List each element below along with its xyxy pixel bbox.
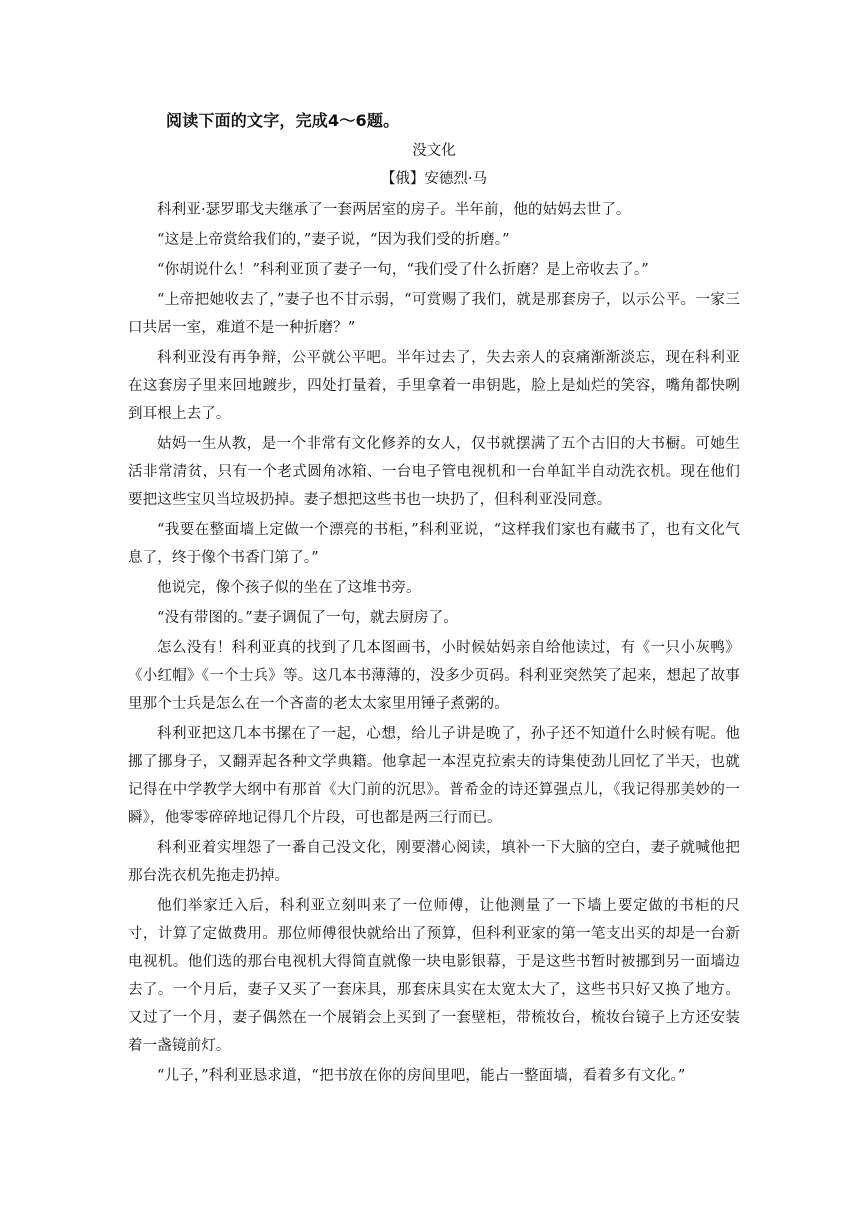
paragraph-1: 科利亚·瑟罗耶戈夫继承了一套两居室的房子。半年前，他的姑妈去世了。 xyxy=(157,202,631,218)
paragraph-14: “儿子，”科利亚恳求道，“把书放在你的房间里吧，能占一整面墙，看着多有文化。” xyxy=(157,1068,686,1084)
paragraph-2: “这是上帝赏给我们的，”妻子说，“因为我们受的折磨。” xyxy=(157,232,510,248)
paragraph-6: 姑妈一生从教，是一个非常有文化修养的女人，仅书就摆满了五个古旧的大书橱。可她生活非常清贫，只有一个老式圆角冰箱、一台电子管电视机和一台单缸半自动洗衣机。现在他们要把这些宝贝当垃圾扔掉。妻子想把这些书也一块扔了，但科利亚没同意。 xyxy=(128,436,740,508)
paragraph-12: 科利亚着实埋怨了一番自己没文化，刚要潜心阅读，填补一下大脑的空白，妻子就喊他把那台洗衣机先拖走扔掉。 xyxy=(128,840,740,884)
paragraph-13: 他们举家迁入后，科利亚立刻叫来了一位师傅，让他测量了一下墙上要定做的书柜的尺寸，计算了定做费用。那位师傅很快就给出了预算，但科利亚家的第一笔支出买的却是一台新电视机。他们选的那台电视机大得简直就像一块电影银幕，于是这些书暂时被挪到另一面墙边去了。一个月后，妻子又买了一套床具，那套床具实在太宽太大了，这些书只好又换了地方。又过了一个月，妻子偶然在一个展销会上买到了一套壁柜，带梳妆台，梳妆台镜子上方还安装着一盏镜前灯。 xyxy=(128,898,740,1054)
article-author: 【俄】安德烈·马 xyxy=(380,171,488,187)
paragraph-8: 他说完，像个孩子似的坐在了这堆书旁。 xyxy=(157,580,421,596)
paragraph-3: “你胡说什么！”科利亚顶了妻子一句，“我们受了什么折磨？是上帝收去了。” xyxy=(157,262,649,278)
paragraph-5: 科利亚没有再争辩，公平就公平吧。半年过去了，失去亲人的哀痛渐渐淡忘，现在科利亚在这套房子里来回地踱步，四处打量着，手里拿着一串钥匙，脸上是灿烂的笑容，嘴角都快咧到耳根上去了。 xyxy=(128,350,740,422)
paragraph-10: 怎么没有！科利亚真的找到了几本图画书，小时候姑妈亲自给他读过，有《一只小灰鸭》《小红帽》《一个士兵》等。这几本书薄薄的，没多少页码。科利亚突然笑了起来，想起了故事里那个士兵是怎么在一个吝啬的老太太家里用锤子煮粥的。 xyxy=(128,640,740,712)
article-title: 没文化 xyxy=(412,143,456,159)
question-instruction: 阅读下面的文字，完成4～6题。 xyxy=(166,111,400,130)
article-body xyxy=(128,196,740,1090)
document-page xyxy=(128,108,740,1092)
paragraph-4: “上帝把她收去了，”妻子也不甘示弱，“可赏赐了我们，就是那套房子，以示公平。一家三口共居一室，难道不是一种折磨？” xyxy=(128,292,740,336)
paragraph-9: “没有带图的。”妻子调侃了一句，就去厨房了。 xyxy=(157,610,458,626)
paragraph-11: 科利亚把这几本书摞在了一起，心想，给儿子讲是晚了，孙子还不知道什么时候有呢。他挪了挪身子，又翻弄起各种文学典籍。他拿起一本涅克拉索夫的诗集使劲儿回忆了半天，也就记得在中学教学大纲中有那首《大门前的沉思》。普希金的诗还算强点儿，《我记得那美妙的一瞬》，他零零碎碎地记得几个片段，可也都是两三行而已。 xyxy=(128,726,740,826)
paragraph-7: “我要在整面墙上定做一个漂亮的书柜，”科利亚说，“这样我们家也有藏书了，也有文化气息了，终于像个书香门第了。” xyxy=(128,522,740,566)
